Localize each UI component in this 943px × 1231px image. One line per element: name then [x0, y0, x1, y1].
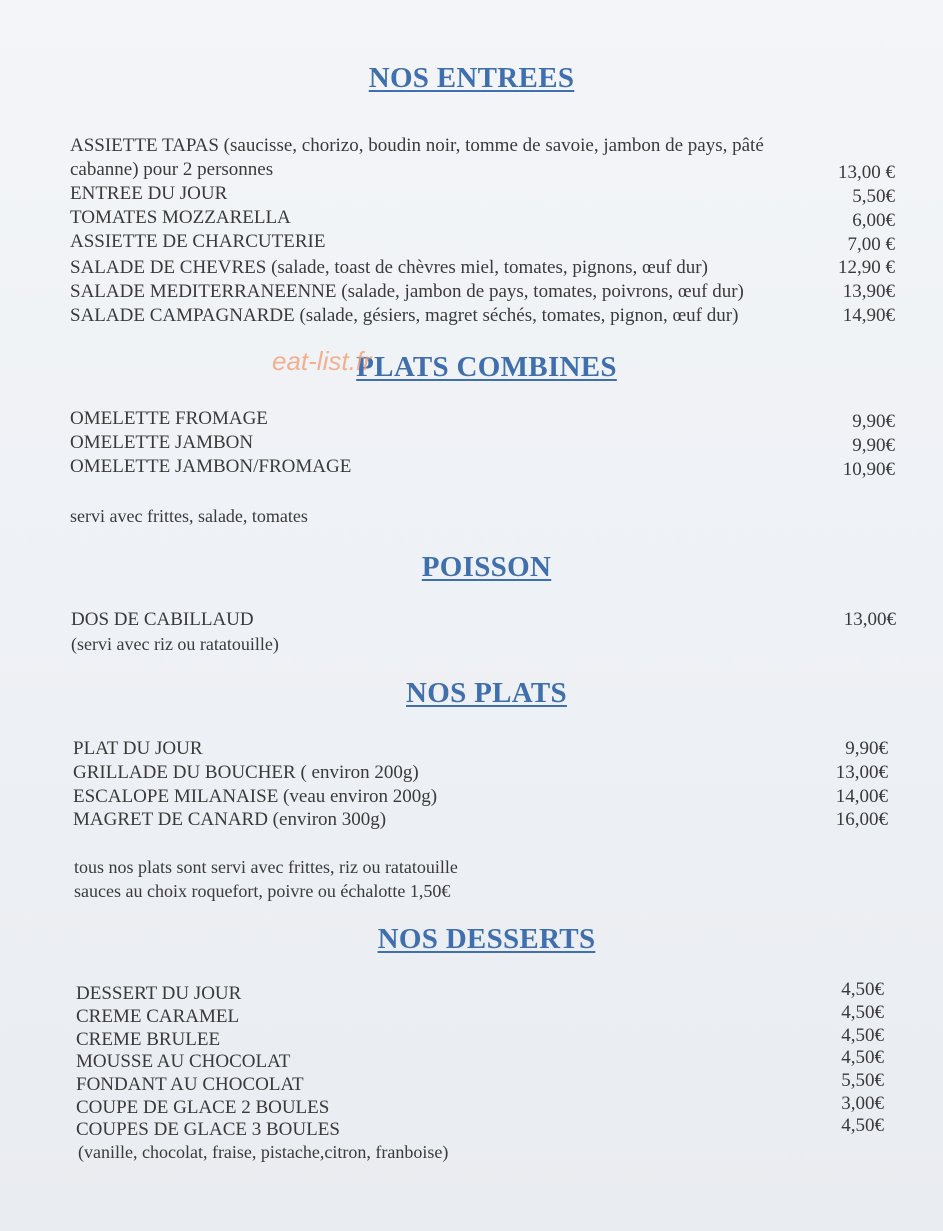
item-price: 4,50€	[841, 1025, 884, 1046]
menu-item	[73, 785, 888, 809]
item-name: SALADE DE CHEVRES (salade, toast de chèvres miel, tomates, pignons, œuf dur)	[70, 257, 708, 278]
item-name: CREME BRULEE	[76, 1029, 221, 1050]
watermark: eat-list.fr	[272, 346, 372, 376]
item-name: DESSERT DU JOUR	[76, 983, 242, 1004]
item-name: TOMATES MOZZARELLA	[70, 207, 291, 228]
item-price: 4,50€	[841, 1047, 884, 1068]
menu-item	[71, 608, 896, 632]
item-name: GRILLADE DU BOUCHER ( environ 200g)	[73, 762, 419, 783]
item-name: OMELETTE FROMAGE	[70, 408, 268, 429]
menu-item	[70, 431, 895, 455]
item-name: MAGRET DE CANARD (environ 300g)	[73, 809, 387, 830]
item-price: 12,90 €	[838, 257, 895, 278]
section-title-entrees: NOS ENTREES	[368, 62, 575, 94]
item-price: 4,50€	[841, 1002, 884, 1023]
item-price: 9,90€	[852, 435, 895, 456]
menu-item-assiette-tapas-cont	[70, 158, 895, 182]
menu-item	[73, 737, 888, 761]
menu-item	[70, 206, 895, 230]
menu-item	[76, 1002, 884, 1029]
item-price: 14,00€	[835, 786, 888, 807]
item-price: 5,50€	[841, 1070, 884, 1091]
item-name: ENTREE DU JOUR	[70, 183, 228, 204]
menu-item-assiette-tapas	[70, 134, 895, 158]
item-name: ASSIETTE DE CHARCUTERIE	[70, 231, 326, 252]
item-price: 14,90€	[842, 305, 895, 326]
item-name: MOUSSE AU CHOCOLAT	[76, 1051, 291, 1072]
menu-item	[76, 1025, 884, 1052]
item-subtitle: (servi avec riz ou ratatouille)	[71, 634, 279, 654]
item-price: 16,00€	[835, 809, 888, 830]
menu-item	[70, 280, 895, 304]
item-name: COUPE DE GLACE 2 BOULES	[76, 1097, 330, 1118]
item-price: 3,00€	[841, 1093, 884, 1114]
item-name: SALADE CAMPAGNARDE (salade, gésiers, magret séchés, tomates, pignon, œuf dur)	[70, 305, 739, 326]
item-price: 10,90€	[842, 459, 895, 480]
menu-item	[76, 1070, 884, 1097]
section-note: tous nos plats sont servi avec frittes, riz ou ratatouille	[74, 857, 458, 877]
section-title-plats-combines: PLATS COMBINES	[356, 351, 617, 383]
item-price: 9,90€	[845, 738, 888, 759]
item-name: cabanne) pour 2 personnes	[70, 159, 274, 180]
item-price: 4,50€	[841, 979, 884, 1000]
item-price: 9,90€	[852, 411, 895, 432]
menu-item	[73, 808, 888, 832]
section-note: (vanille, chocolat, fraise, pistache,citron, franboise)	[78, 1142, 449, 1162]
section-title-desserts: NOS DESSERTS	[377, 923, 596, 955]
item-price: 5,50€	[852, 186, 895, 207]
menu-item	[70, 304, 895, 328]
item-price: 13,00€	[835, 762, 888, 783]
menu-item	[70, 256, 895, 280]
item-price: 13,90€	[842, 281, 895, 302]
item-price: 13,00€	[843, 609, 896, 630]
item-name: DOS DE CABILLAUD	[71, 609, 254, 630]
item-name: OMELETTE JAMBON/FROMAGE	[70, 456, 352, 477]
menu-item	[73, 761, 888, 785]
menu-item	[76, 1047, 884, 1074]
item-name: CREME CARAMEL	[76, 1006, 240, 1027]
item-name: SALADE MEDITERRANEENNE (salade, jambon de pays, tomates, poivrons, œuf dur)	[70, 281, 744, 302]
section-note: servi avec frittes, salade, tomates	[70, 506, 308, 526]
item-price: 6,00€	[852, 210, 895, 231]
item-price: 4,50€	[841, 1115, 884, 1136]
section-title-poisson: POISSON	[421, 551, 552, 583]
menu-item	[76, 1093, 884, 1120]
menu-item	[70, 455, 895, 479]
menu-item	[70, 230, 895, 254]
item-price: 13,00 €	[838, 162, 895, 183]
item-name: OMELETTE JAMBON	[70, 432, 254, 453]
section-title-plats: NOS PLATS	[406, 677, 567, 709]
menu-item	[76, 979, 884, 1006]
section-note: sauces au choix roquefort, poivre ou échalotte 1,50€	[74, 881, 451, 901]
item-name: FONDANT AU CHOCOLAT	[76, 1074, 304, 1095]
item-name: ASSIETTE TAPAS (saucisse, chorizo, boudin noir, tomme de savoie, jambon de pays, pâté	[70, 135, 764, 156]
item-price: 7,00 €	[847, 234, 895, 255]
menu-item	[70, 407, 895, 431]
menu-item	[76, 1115, 884, 1142]
menu-item	[70, 182, 895, 206]
item-name: ESCALOPE MILANAISE (veau environ 200g)	[73, 786, 438, 807]
item-name: PLAT DU JOUR	[73, 738, 203, 759]
item-name: COUPES DE GLACE 3 BOULES	[76, 1119, 340, 1140]
